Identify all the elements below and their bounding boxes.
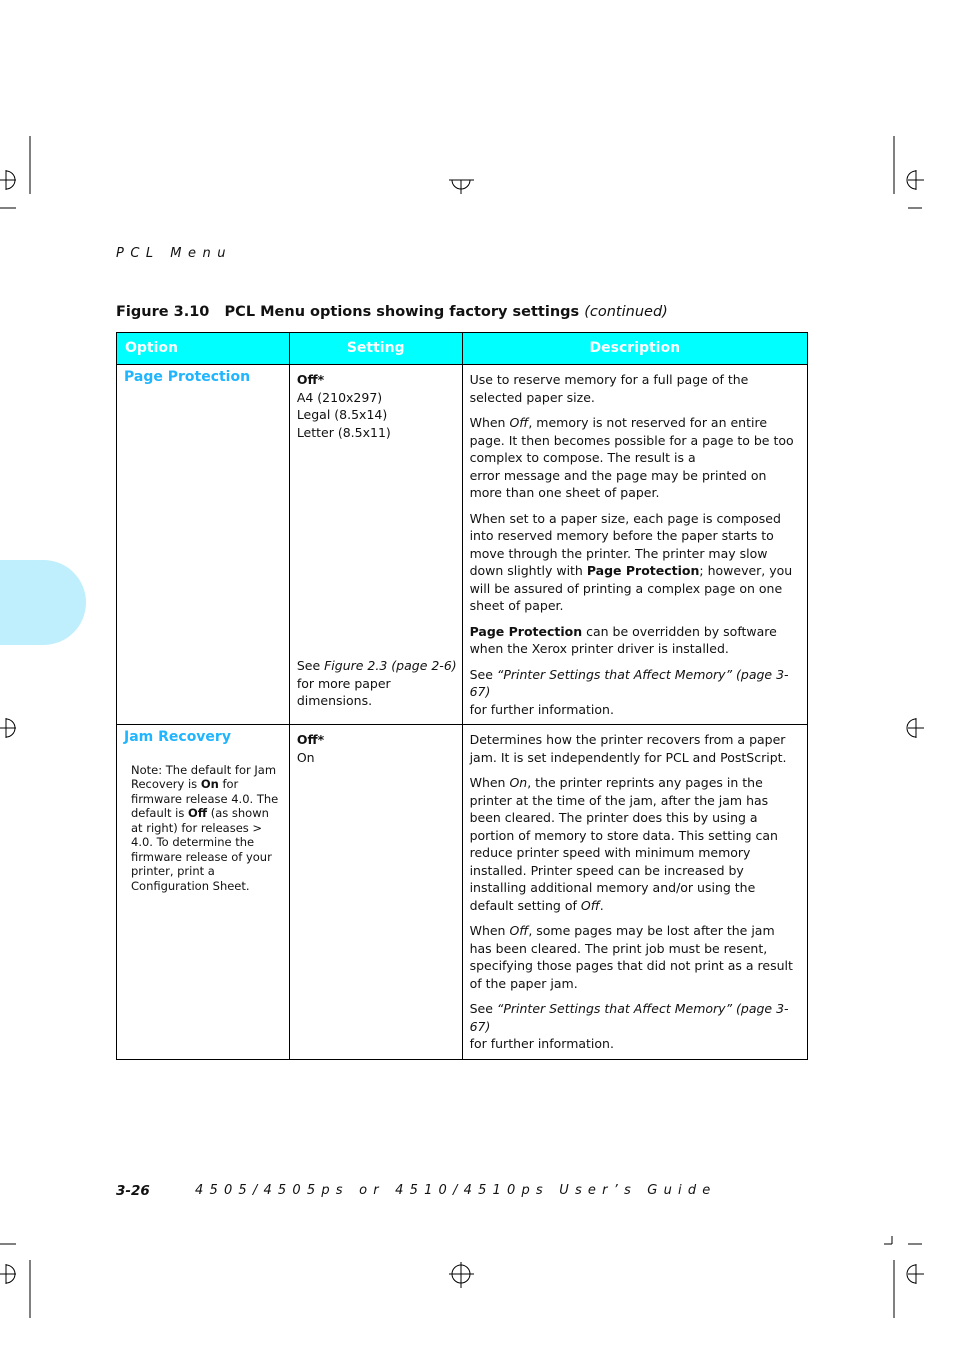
table-header-row [117, 333, 808, 365]
table-row [117, 365, 808, 725]
cross-reference: “Printer Settings that Affect Memory” (page 3-67) [469, 1001, 789, 1034]
option-note: Note: The default for Jam Recovery is On for firmware release 4.0. The default is Off (as shown at right) for releases > 4.0. To determine the firmware release of your printer, print a Configuration Sheet. [131, 762, 279, 893]
column-header-option: Option [117, 333, 290, 365]
figure-caption [116, 304, 668, 320]
setting-cell [289, 365, 462, 725]
option-name: Jam Recovery [124, 729, 231, 745]
setting-value: Legal (8.5x14) [296, 407, 388, 422]
page-number: 3-26 [116, 1183, 150, 1199]
description-paragraph: When On, the printer reprints any pages in the printer at the time of the jam, after the jam has been cleared. The printer does this by using a portion of memory to store data. This setting can reduce printer speed with minimum memory installed. Printer speed can be increased by installing additional memory and/or using the default setting of Off. [469, 775, 778, 913]
description-paragraph: Page Protection can be overridden by software when the Xerox printer driver is installed. [469, 623, 777, 656]
setting-value: On [296, 749, 315, 765]
figure-qualifier: (continued) [584, 304, 668, 320]
option-name: Page Protection [124, 369, 251, 385]
description-paragraph: When Off, some pages may be lost after the jam has been cleared. The print job must be resent, specifying those pages that did not print as a result of the paper jam. [469, 923, 793, 991]
setting-default: Off* [296, 372, 325, 387]
setting-value: Letter (8.5x11) [296, 424, 391, 440]
description-paragraph: When set to a paper size, each page is composed into reserved memory before the paper starts to move through the printer. The printer may slow down slightly with Page Protection; however, you will be assured of printing a complex page on one sheet of paper. [469, 510, 793, 613]
figure-reference: Figure 2.3 (page 2-6) [324, 658, 457, 673]
description-paragraph: See “Printer Settings that Affect Memory” (page 3-67) for further information. [469, 666, 789, 717]
table-row [117, 725, 808, 1060]
chapter-tab [0, 560, 86, 645]
setting-see-note: See Figure 2.3 (page 2-6) for more paper dimensions. [296, 658, 457, 708]
figure-label: Figure 3.10 [116, 304, 210, 320]
description-paragraph: Use to reserve memory for a full page of the selected paper size. [469, 372, 749, 405]
setting-default: Off* [296, 732, 325, 747]
description-paragraph: See “Printer Settings that Affect Memory” (page 3-67) for further information. [469, 1001, 789, 1051]
running-footer: 4505/4505ps or 4510/4510ps User’s Guide [195, 1183, 717, 1198]
description-cell [462, 725, 807, 1060]
description-paragraph: When Off, memory is not reserved for an entire page. It then becomes possible for a page to be too complex to compose. The result is a error message and the page may be printed on more than one sheet of paper. [469, 415, 794, 500]
setting-value: A4 (210x297) [296, 389, 383, 405]
cross-reference: “Printer Settings that Affect Memory” (page 3-67) [469, 666, 789, 699]
option-cell [117, 725, 290, 1060]
option-cell [117, 365, 290, 725]
setting-cell [289, 725, 462, 1060]
description-cell [462, 365, 807, 725]
column-header-description: Description [462, 333, 807, 365]
figure-title: PCL Menu options showing factory settings [224, 304, 580, 320]
options-table [116, 332, 808, 1060]
running-header: PCL Menu [116, 246, 232, 261]
description-paragraph: Determines how the printer recovers from a paper jam. It is set independently for PCL and PostScript. [469, 732, 787, 765]
column-header-setting: Setting [289, 333, 462, 365]
